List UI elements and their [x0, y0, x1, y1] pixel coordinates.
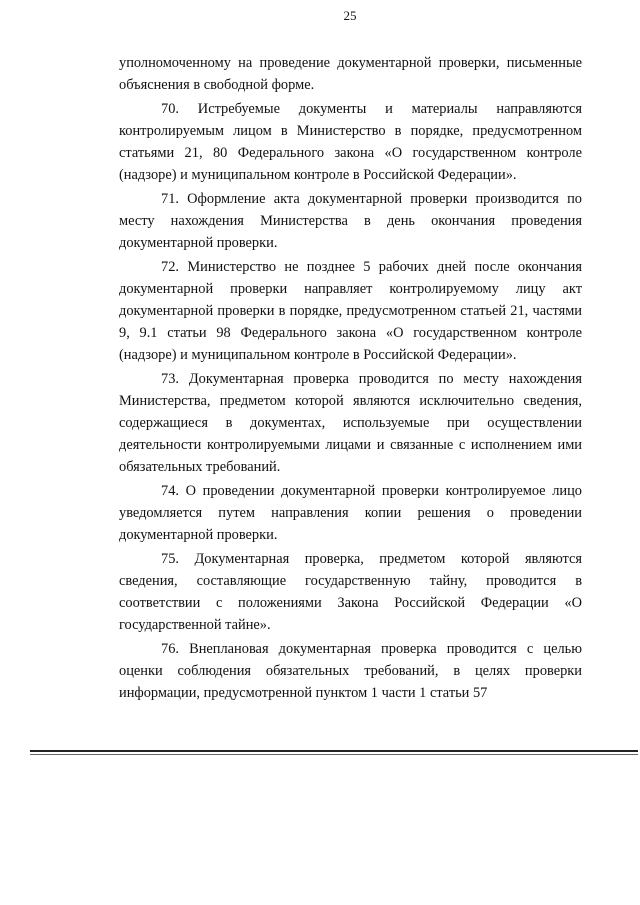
paragraph-74: 74. О проведении документарной проверки контролируемое лицо уведомляется путем направления копии решения о проведении документарной проверки. — [119, 483, 582, 543]
paragraph-71: 71. Оформление акта документарной проверки производится по месту нахождения Министерства в день окончания проведения документарной проверки. — [119, 191, 582, 251]
paragraph-72: 72. Министерство не позднее 5 рабочих дней после окончания документарной проверки направляет контролируемому лицу акт документарной проверки в порядке, предусмотренном статьей 21, частями 9, 9.1 статьи 98 Федерального закона «О государственном контроле (надзоре) и муниципальном контроле в Российской Федерации». — [119, 259, 582, 363]
paragraph-76: 76. Внеплановая документарная проверка проводится с целью оценки соблюдения обязательных требований, в целях проверки информации, предусмотренной пунктом 1 части 1 статьи 57 — [119, 641, 582, 701]
scan-edge-line — [30, 750, 638, 752]
paragraph-70: 70. Истребуемые документы и материалы направляются контролируемым лицом в Министерство в порядке, предусмотренном статьями 21, 80 Федерального закона «О государственном контроле (надзоре) и муниципальном контроле в Российской Федерации». — [119, 101, 582, 183]
document-body — [119, 52, 582, 704]
paragraph-73: 73. Документарная проверка проводится по месту нахождения Министерства, предметом которой являются исключительно сведения, содержащиеся в документах, используемые при осуществлении деятельности контролируемыми лицами и связанные с исполнением ими обязательных требований. — [119, 371, 582, 475]
paragraph-continuation: уполномоченному на проведение документарной проверки, письменные объяснения в свободной форме. — [119, 55, 582, 93]
scan-edge-line-thin — [30, 754, 638, 755]
page-number: 25 — [343, 8, 357, 23]
paragraph-75: 75. Документарная проверка, предметом которой являются сведения, составляющие государственную тайну, проводится в соответствии с положениями Закона Российской Федерации «О государственной тайне». — [119, 551, 582, 633]
